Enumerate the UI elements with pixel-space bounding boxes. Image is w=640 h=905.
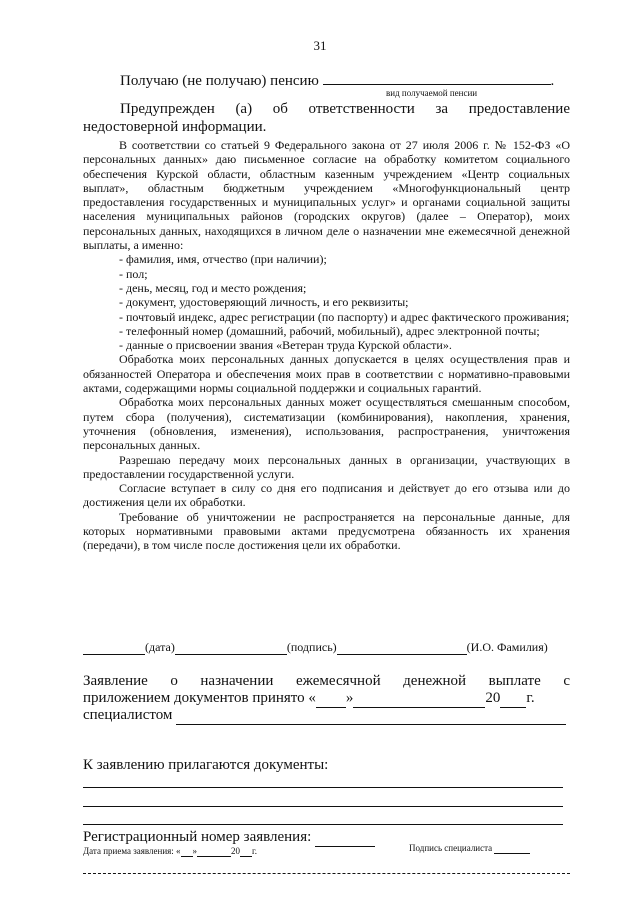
word: Заявление bbox=[83, 673, 148, 689]
receipt-month-field[interactable] bbox=[197, 846, 231, 857]
registration-number-line bbox=[83, 829, 375, 847]
registration-number-field[interactable] bbox=[315, 829, 375, 847]
name-caption: (И.О. Фамилия) bbox=[466, 640, 548, 654]
pension-line bbox=[120, 72, 554, 90]
receipt-day-field[interactable] bbox=[181, 846, 193, 857]
destruction-paragraph: Требование об уничтожении не распространяется на персональные данные, для которых нормативными правовыми актами предусмотрена обязанность их хранения (передачи), в том числе после достижения цели их обработки. bbox=[83, 509, 570, 553]
signature-field[interactable] bbox=[175, 640, 287, 655]
word: об bbox=[272, 101, 288, 117]
word: ежемесячной bbox=[295, 673, 381, 689]
word: ответственности bbox=[308, 101, 415, 117]
acceptance-line-1 bbox=[83, 673, 570, 690]
accepted-year-field[interactable] bbox=[500, 690, 526, 708]
name-field[interactable] bbox=[337, 640, 467, 655]
consent-paragraph: В соответствии со статьей 9 Федерального закона от 27 июля 2006 г. № 152-ФЗ «О персональных данных» даю письменное согласие на обработку комитетом социального обеспечения Курской области, областным казенным учреждением «Центр социальных выплат», областным бюджетным учреждением «Многофункциональный центр предоставления государственных и муниципальных услуг» и органами социальной защиты населения муниципальных районов (городских округов) (далее – Оператор), моих персональных данных, находящихся в личном деле о назначении мне ежемесячной денежной выплаты, а именно: bbox=[83, 138, 570, 253]
word: выплате bbox=[488, 673, 541, 689]
receipt-date-line bbox=[83, 846, 257, 857]
cut-line bbox=[83, 873, 570, 874]
data-item: - документ, удостоверяющий личность, и его реквизиты; bbox=[119, 295, 409, 310]
transfer-paragraph: Разрешаю передачу моих персональных данных в организации, участвующих в предоставлении государственной услуги. bbox=[83, 452, 570, 481]
year-prefix: 20 bbox=[485, 690, 501, 706]
acceptance-line-3 bbox=[83, 707, 566, 725]
year-suffix: г. bbox=[252, 846, 257, 856]
data-item: - почтовый индекс, адрес регистрации (по паспорту) и адрес фактического проживания; bbox=[119, 309, 570, 324]
year-prefix: 20 bbox=[231, 846, 241, 856]
pension-line-end: . bbox=[550, 73, 555, 89]
data-item: - фамилия, имя, отчество (при наличии); bbox=[119, 252, 327, 267]
accepted-month-field[interactable] bbox=[353, 690, 485, 708]
data-item: - день, месяц, год и место рождения; bbox=[119, 280, 307, 295]
warning-line-1 bbox=[120, 101, 570, 118]
validity-paragraph: Согласие вступает в силу со дня его подписания и действует до его отзыва или до достижения цели их обработки. bbox=[83, 481, 570, 510]
word: назначении bbox=[200, 673, 274, 689]
specialist-sign-label: Подпись специалиста bbox=[409, 843, 493, 853]
signature-line bbox=[83, 640, 548, 655]
page-number: 31 bbox=[313, 38, 327, 53]
attachment-line-1[interactable] bbox=[83, 787, 563, 788]
consent-block bbox=[83, 138, 570, 553]
attachment-line-2[interactable] bbox=[83, 806, 563, 807]
data-item: - телефонный номер (домашний, рабочий, мобильный), адрес электронной почты; bbox=[119, 323, 540, 338]
attachment-line-3[interactable] bbox=[83, 824, 563, 825]
date-caption: (дата) bbox=[145, 640, 175, 654]
pension-type-field[interactable] bbox=[323, 72, 551, 85]
specialist-field[interactable] bbox=[176, 707, 566, 725]
attachments-title: К заявлению прилагаются документы: bbox=[83, 757, 329, 773]
specialist-label: специалистом bbox=[83, 707, 173, 723]
acceptance-line-2 bbox=[83, 690, 535, 708]
data-item: - данные о присвоении звания «Ветеран труда Курской области». bbox=[119, 338, 452, 353]
purpose-paragraph: Обработка моих персональных данных допускается в целях осуществления прав и обязанностей Оператора и обеспечения моих прав в соответствии с нормативно-правовыми актами, содержащими нормы социальной поддержки и социальных гарантий. bbox=[83, 352, 570, 396]
receipt-year-field[interactable] bbox=[240, 846, 252, 857]
specialist-sign-line bbox=[409, 843, 530, 854]
year-suffix: г. bbox=[526, 690, 535, 706]
data-item: - пол; bbox=[119, 266, 148, 281]
signature-caption: (подпись) bbox=[286, 640, 337, 654]
quote-close: » bbox=[345, 690, 354, 706]
pension-type-caption: вид получаемой пенсии bbox=[386, 88, 478, 98]
accepted-label: приложением документов принято « bbox=[83, 690, 316, 706]
word: Предупрежден bbox=[120, 101, 215, 117]
word: с bbox=[563, 673, 570, 689]
word: о bbox=[170, 673, 178, 689]
registration-label: Регистрационный номер заявления: bbox=[83, 829, 312, 845]
word: (а) bbox=[235, 101, 253, 117]
word: предоставление bbox=[468, 101, 570, 117]
date-field[interactable] bbox=[83, 640, 145, 655]
method-paragraph: Обработка моих персональных данных может осуществляться смешанным способом, путем сбора (получения), систематизации (комбинирования), накопления, хранения, уточнения (обновления, изменения), использования, распространения, уничтожения персональных данных. bbox=[83, 395, 570, 453]
pension-label: Получаю (не получаю) пенсию bbox=[120, 73, 319, 89]
warning-line-2: недостоверной информации. bbox=[83, 119, 267, 135]
accepted-day-field[interactable] bbox=[316, 690, 346, 708]
receipt-date-label: Дата приема заявления: « bbox=[83, 846, 181, 856]
word: за bbox=[435, 101, 449, 117]
word: денежной bbox=[403, 673, 467, 689]
quote-close: » bbox=[192, 846, 198, 856]
specialist-sign-field[interactable] bbox=[494, 843, 530, 854]
